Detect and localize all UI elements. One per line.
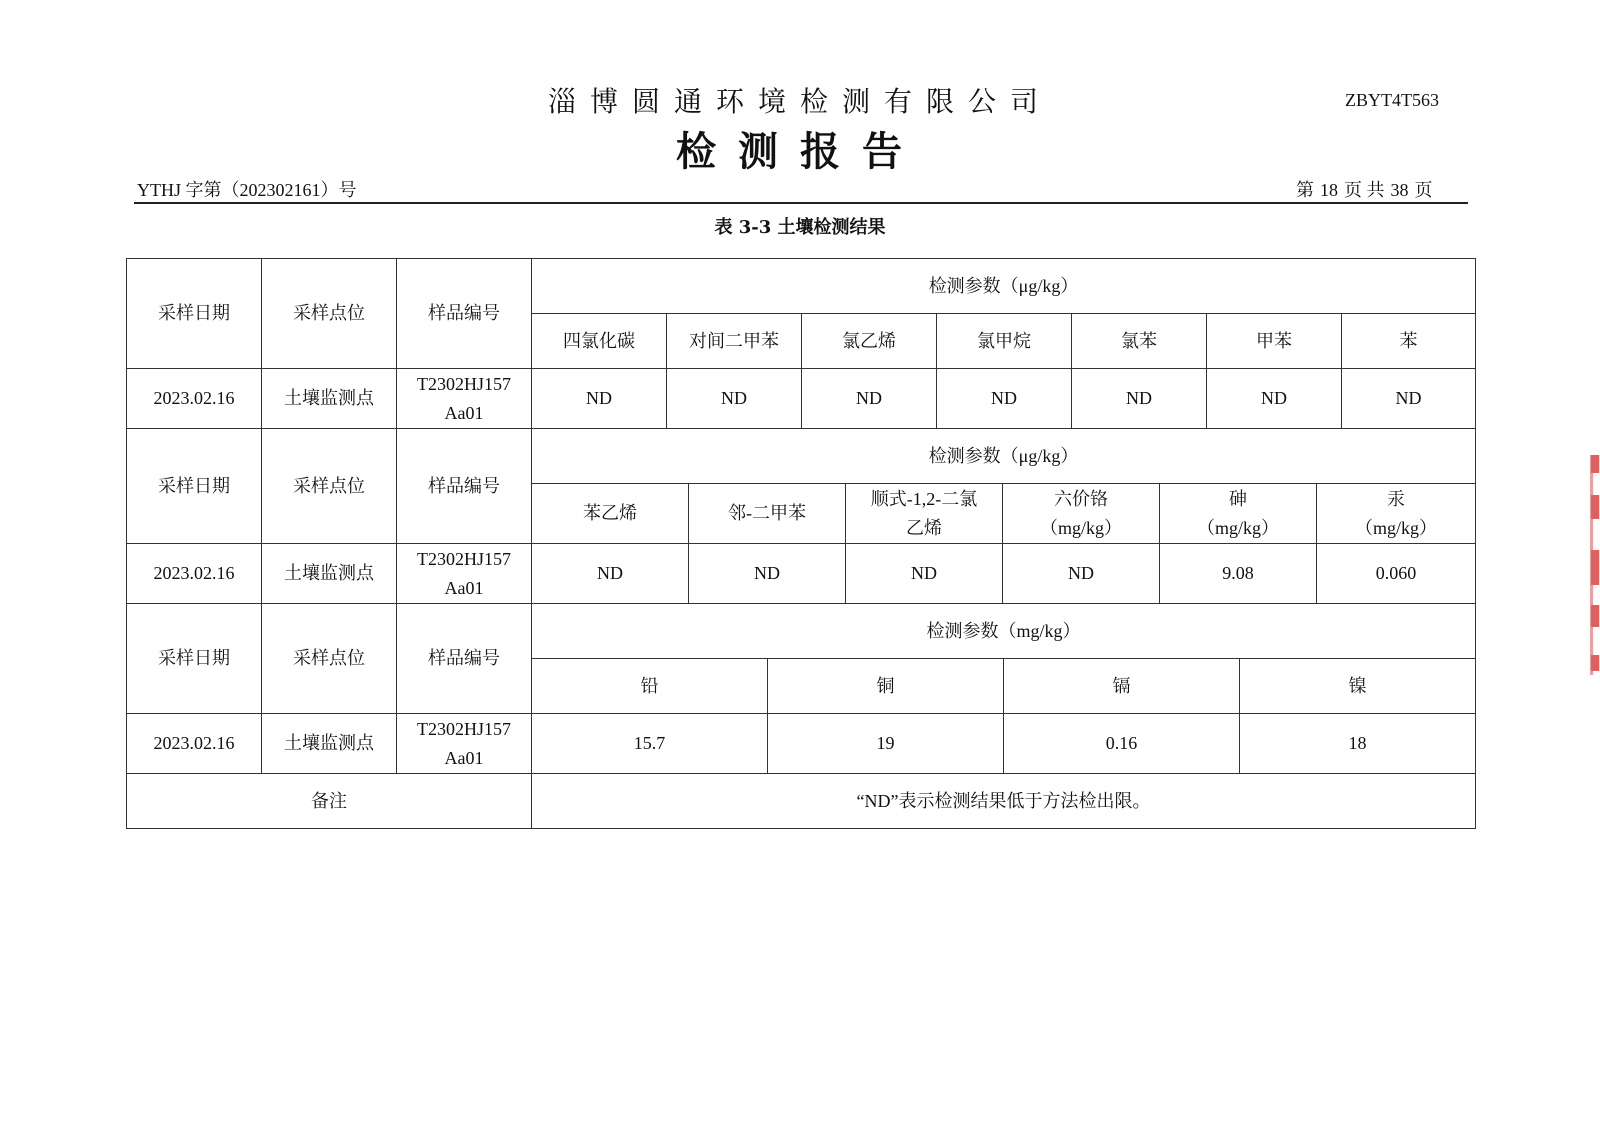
page-total: 38 (1390, 180, 1409, 200)
sample-id (397, 714, 532, 774)
sampling-date: 2023.02.16 (127, 369, 262, 429)
sample-id-line1: T2302HJ157 (417, 718, 511, 739)
param-header (1160, 484, 1317, 544)
sampling-site: 土壤监测点 (262, 714, 397, 774)
param-header: 氯苯 (1072, 314, 1207, 369)
sampling-date: 2023.02.16 (127, 714, 262, 774)
param-header-line2: 乙烯 (906, 517, 942, 538)
page-info (1296, 176, 1433, 202)
param-header-line1: 苯乙烯 (583, 503, 637, 523)
header-rule (134, 202, 1468, 204)
results-table-section-3 (126, 603, 1476, 829)
result-value: 0.16 (1004, 714, 1240, 774)
result-value: 19 (768, 714, 1004, 774)
param-header-line1: 邻-二甲苯 (728, 503, 806, 523)
col-header-sample: 样品编号 (397, 259, 532, 369)
param-header-line1: 顺式-1,2-二氯 (870, 488, 978, 509)
col-header-sample: 样品编号 (397, 429, 532, 544)
sample-id-line2: Aa01 (444, 747, 484, 768)
param-header: 镉 (1004, 659, 1240, 714)
col-header-site: 采样点位 (262, 604, 397, 714)
param-header-line2: （mg/kg） (1196, 517, 1279, 538)
report-number: YTHJ 字第（202302161）号 (137, 180, 357, 200)
page-prefix: 第 (1296, 180, 1314, 200)
result-value: 0.060 (1317, 544, 1476, 604)
result-value: ND (846, 544, 1003, 604)
col-header-date: 采样日期 (127, 429, 262, 544)
result-value: 18 (1240, 714, 1476, 774)
param-header: 镍 (1240, 659, 1476, 714)
param-header-line1: 砷 (1229, 488, 1247, 509)
param-header-line1: 汞 (1387, 488, 1405, 509)
param-header (1317, 484, 1476, 544)
param-header-line2: （mg/kg） (1039, 517, 1122, 538)
col-header-site: 采样点位 (262, 429, 397, 544)
sampling-date: 2023.02.16 (127, 544, 262, 604)
param-header (532, 484, 689, 544)
result-value: ND (1072, 369, 1207, 429)
sample-id-line2: Aa01 (444, 577, 484, 598)
page-current: 18 (1320, 180, 1338, 200)
sample-id (397, 544, 532, 604)
document-code: ZBYT4T563 (1345, 90, 1439, 110)
param-header: 铜 (768, 659, 1004, 714)
report-title: 检测报告 (676, 128, 924, 175)
param-header: 氯乙烯 (802, 314, 937, 369)
page-suffix: 页 (1414, 180, 1433, 200)
result-value: 15.7 (532, 714, 768, 774)
sampling-site: 土壤监测点 (262, 544, 397, 604)
table-caption: 表 3-3 土壤检测结果 (714, 217, 886, 238)
param-group-header: 检测参数（μg/kg） (532, 259, 1476, 314)
col-header-site: 采样点位 (262, 259, 397, 369)
param-header: 铅 (532, 659, 768, 714)
param-header: 苯 (1342, 314, 1476, 369)
param-header-line2: （mg/kg） (1354, 517, 1437, 538)
param-header (846, 484, 1003, 544)
results-table-section-1 (126, 258, 1476, 429)
col-header-date: 采样日期 (127, 604, 262, 714)
table-row (127, 369, 1476, 429)
sample-id-line1: T2302HJ157 (417, 548, 511, 569)
sample-id (397, 369, 532, 429)
sample-id-line2: Aa01 (444, 402, 484, 423)
result-value: ND (532, 544, 689, 604)
result-value: ND (1207, 369, 1342, 429)
col-header-date: 采样日期 (127, 259, 262, 369)
table-row (127, 714, 1476, 774)
param-header: 氯甲烷 (937, 314, 1072, 369)
param-header: 四氯化碳 (532, 314, 667, 369)
col-header-sample: 样品编号 (397, 604, 532, 714)
results-table-section-2 (126, 428, 1476, 604)
result-value: ND (1003, 544, 1160, 604)
result-value: ND (802, 369, 937, 429)
remark-label: 备注 (127, 774, 532, 829)
param-header-line1: 六价铬 (1054, 488, 1108, 509)
company-name: 淄博圆通环境检测有限公司 (547, 85, 1052, 118)
param-header: 对间二甲苯 (667, 314, 802, 369)
param-header: 甲苯 (1207, 314, 1342, 369)
sample-id-line1: T2302HJ157 (417, 373, 511, 394)
remark-text: “ND”表示检测结果低于方法检出限。 (532, 774, 1476, 829)
result-value: ND (667, 369, 802, 429)
red-seal-stamp-icon (1590, 455, 1600, 675)
result-value: ND (937, 369, 1072, 429)
result-value: 9.08 (1160, 544, 1317, 604)
sampling-site: 土壤监测点 (262, 369, 397, 429)
result-value: ND (689, 544, 846, 604)
param-header (689, 484, 846, 544)
result-value: ND (532, 369, 667, 429)
param-header (1003, 484, 1160, 544)
result-value: ND (1342, 369, 1476, 429)
remark-row (127, 774, 1476, 829)
param-group-header: 检测参数（μg/kg） (532, 429, 1476, 484)
param-group-header: 检测参数（mg/kg） (532, 604, 1476, 659)
page-mid: 页 共 (1344, 180, 1385, 200)
table-row (127, 544, 1476, 604)
